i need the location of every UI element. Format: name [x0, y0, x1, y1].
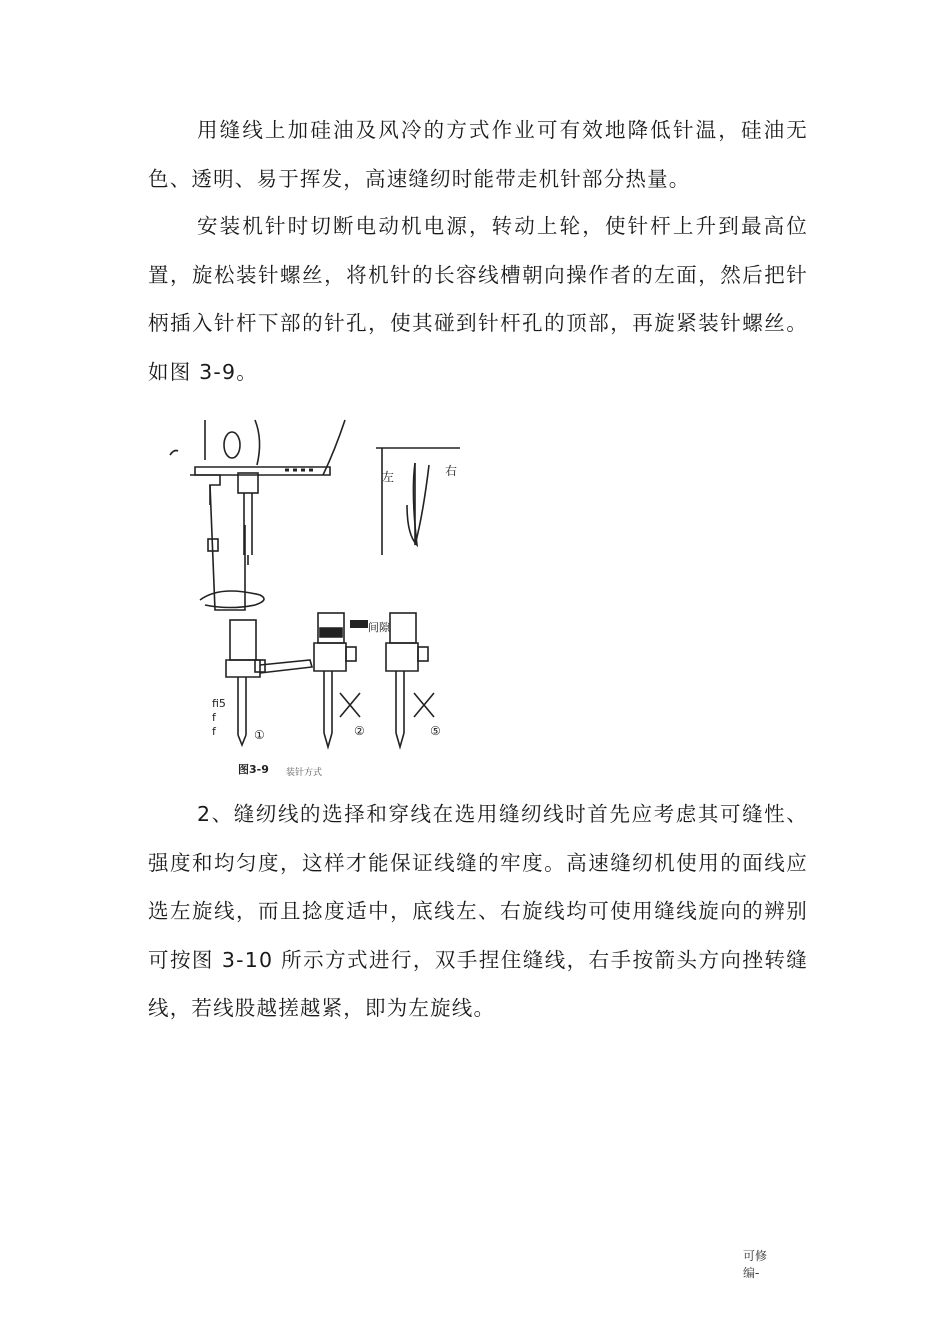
figure-caption-text: 装针方式: [286, 768, 323, 778]
footer-line-2: 编-: [743, 1266, 760, 1280]
figure-number-3: ⑤: [430, 724, 441, 738]
side-label-3: f: [212, 725, 216, 738]
label-gap: 间隙: [368, 621, 390, 634]
footer-line-1: 可修: [743, 1249, 768, 1263]
figure-number-2: ②: [354, 724, 365, 738]
paragraph-cooling: 用缝线上加硅油及风冷的方式作业可有效地降低针温，硅油无色、透明、易于挥发，高速缝纫时能带走机针部分热量。: [148, 118, 808, 191]
figure-3-9: [160, 415, 480, 785]
side-label-1: fi5: [212, 697, 226, 710]
footer-note: [743, 1248, 783, 1282]
side-label-2: f: [212, 711, 216, 724]
label-right: 右: [445, 464, 458, 478]
figure-caption-number: 图3-9: [238, 763, 269, 776]
paragraph-needle-install: 安装机针时切断电动机电源，转动上轮，使针杆上升到最高位置，旋松装针螺丝，将机针的长容线槽朝向操作者的左面，然后把针柄插入针杆下部的针孔，使其碰到针杆孔的顶部，再旋紧装针螺丝。如图 3-9。: [148, 214, 808, 384]
label-left: 左: [382, 470, 395, 484]
needle-install-illustration: [160, 415, 480, 785]
figure-number-1: ①: [254, 728, 265, 742]
paragraph-thread-selection: 2、缝纫线的选择和穿线在选用缝纫线时首先应考虑其可缝性、强度和均匀度，这样才能保证线缝的牢度。高速缝纫机使用的面线应选左旋线，而且捻度适中，底线左、右旋线均可使用缝线旋向的辨别可按图 3-10 所示方式进行，双手捏住缝线，右手按箭头方向挫转缝线，若线股越搓越紧，即为左旋线。: [148, 802, 808, 1020]
